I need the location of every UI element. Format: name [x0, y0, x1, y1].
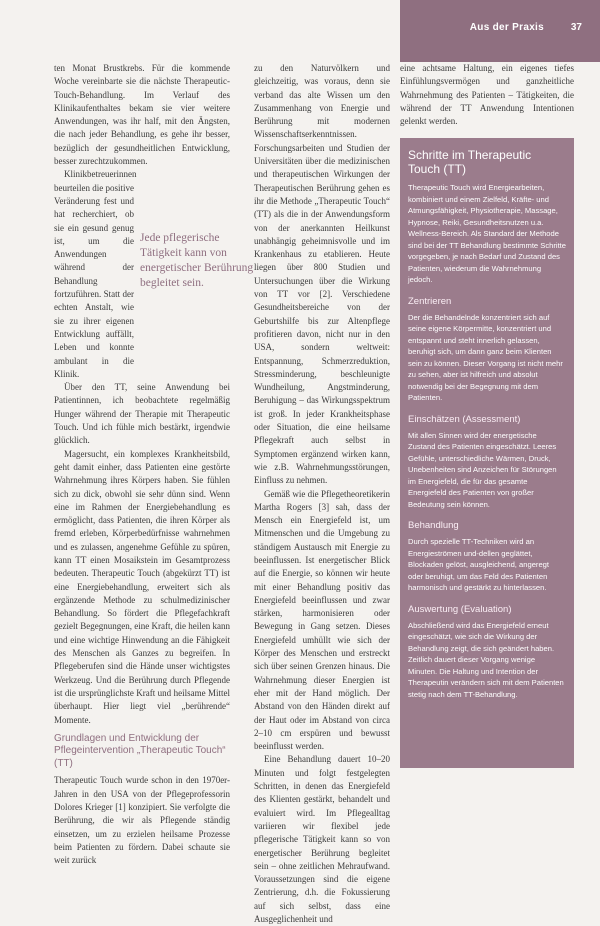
column-2	[254, 62, 390, 926]
column-3-text: eine achtsame Haltung, ein eigenes tiefes Einfühlungsvermögen und ganzheitliche Wahrnehmung des Patienten – Tätigkeiten, die während der TT Anwendung Intentionen gelenkt werden.	[400, 63, 574, 127]
info-box-intro: Therapeutic Touch wird Energiearbeiten, kombiniert und einem Zielfeld, Kräfte- und Atmungsfähigkeit, Physiotherapie, Massage, Hypnose, Reiki, Gesundheitsnutzen u.a. Wellness-Bereich. Als Standard der Methode sind bei der TT Behandlung bestimmte Schritte vorgegeben, je nach Bedarf und Zustand des Patienten, wiederum die Wahrnehmung jedoch.	[408, 183, 567, 284]
step-text-centering: Der die Behandelnde konzentriert sich auf seine eigene Körpermitte, konzentriert und entspannt und steht innerlich gelassen, beruhigt sich, um dann ganz beim Klienten sein zu können. Dieser Vorgang ist nicht mehr zu sehen, aber ist hilfreich und absolut notwendig bei der Begegnung mit dem Patienten.	[408, 312, 563, 402]
info-box-title: Schritte im Therapeutic Touch (TT)	[408, 148, 532, 176]
step-text-assessment: Mit allen Sinnen wird der energetische Zustand des Patienten eingeschätzt. Leeres Gefühle, unterschiedliche Wärmen, Druck, Unebenheiten sind Anzeichen für Störungen im Energiefeld, die für das gesamte Energiefeld des Patienten von großer Bedeutung sein können.	[408, 430, 557, 509]
paragraph: Gemäß wie die Pflegetheoretikerin Martha Rogers [3] sah, dass der Mensch ein Energiefeld ist, um Mitmenschen und die Umgebung zu ständigem Austausch mit Energie zu beeinflussen. Ist energetischer Blick auf die Energie, so können wir heute mit einer Behandlung positiv das Energiefeld beeinflussen und zwar stärken, harmonisieren oder Bewegung in Gang setzen. Dieses Energiefeld umhüllt wie sich der Körper des Menschen und erstreckt sich über seinen Grenzen hinaus. Die Wahrnehmung dieser Energien ist eher mit der Hand möglich. Der Abstand von den Händen direkt auf der Haut oder im Abstand von circa 2–10 cm erspüren und bewusst beeinflusst werden.	[254, 488, 390, 752]
section-heading: Grundlagen und Entwicklung der Pflegeintervention „Therapeutic Touch“ (TT)	[54, 732, 226, 769]
step-text-treatment: Durch spezielle TT-Techniken wird an Energieströmen und-dellen geglättet, Blockaden gelöst, ausgleichend, angeregt oder beruhigt, um das Feld des Patienten harmonisch und gestärkt zu hinterlassen.	[408, 537, 550, 592]
paragraph: ten Monat Brustkrebs. Für die kommende Woche vereinbarte sie die nächste Therapeutic-Touch-Behandlung. Im Verlauf des Klinikaufenthaltes bekam sie vier weitere Anwendungen, was ihr half, mit den Ängsten, die nach jeder Behandlung, es gehe ihr besser, bezüglich der gesundheitlichen Entwicklung, besser zurechtzukommen.	[54, 63, 230, 167]
step-heading-centering: Zentrieren	[408, 295, 452, 307]
info-box	[400, 138, 574, 768]
column-1	[54, 62, 230, 867]
step-heading-evaluation: Auswertung (Evaluation)	[408, 603, 512, 615]
header-bar	[400, 0, 600, 62]
paragraph: Therapeutic Touch wurde schon in den 1970er-Jahren in den USA von der Pflegeprofessorin Dolores Krieger [1] konzipiert. Sie verfolgte die Berührung, die wir als Pflegende ständig einsetzen, um zu erzielen heilsame Prozesse beim Patienten zu fördern. Dabei schaute sie weit zurück	[54, 775, 230, 866]
paragraph: Über den TT, seine Anwendung bei Patientinnen, ich beobachtete regelmäßig Hunger während der Therapie mit Therapeutic Touch. Und ich fühle mich bestärkt, irgendwie glücklich.	[54, 382, 230, 446]
paragraph: Klinikbetreuerinnen beurteilen die positive Veränderung fest und hat recherchiert, ob sie ein gesund genug ist, um die Anwendungen während der Behandlung fortzuführen. Statt der echten Anstalt, wie sie zu ihrer eigenen Entwicklung auffällt, Leben und konnte ambulant in die Klinik.	[54, 169, 137, 379]
step-text-evaluation: Abschließend wird das Energiefeld erneut eingeschätzt, wie sich die Wirkung der Behandlung zeigt, die sich geändert haben. Zeitlich dauert dieser Vorgang wenige Minuten. Die Haltung und Intention der Therapeutin verändern sich mit dem Patienten stetig nach dem TT-Behandlung.	[408, 620, 564, 699]
step-heading-treatment: Behandlung	[408, 520, 459, 531]
step-heading-assessment: Einschätzen (Assessment)	[408, 413, 521, 425]
paragraph: Eine Behandlung dauert 10–20 Minuten und folgt festgelegten Schritten, in denen das Energiefeld des Klienten gestärkt, behandelt und evaluiert wird. Im Pflegealltag variieren wir flexibel jede pflegerische Tätigkeit kann so von energetischer Berührung begleitet sein – ohne zeitlichen Mehraufwand. Voraussetzungen sind die eigene Zentrierung, d.h. die Fokussierung auf sich selbst, dass eine Ausgeglichenheit und	[254, 754, 390, 924]
paragraph: zu den Naturvölkern und gleichzeitig, was voraus, denn sie verband das alte Wissen um den Zusammenhang von Energie und Berührung mit modernen Wissenschaftserkenntnissen. Forschungsarbeiten und Studien der Universitäten über die medizinischen und therapeutischen Wirkungen der Therapeutischen Berührung gehen es ihr die Methode „Therapeutic Touch“ (TT) als die in der Anwendungsform von der anerkannten Heilkunst unabhängig geheimnisvolle und im Krankenhaus zu etablieren. Heute liegen über 800 Studien und Untersuchungen über die Wirkung von TT vor [2]. Verschiedene Gesundheitsbereiche von der Geburtshilfe bis zur Altenpflege profitieren davon, nicht nur in den USA, sondern weltweit: Entspannung, Schmerzreduktion, Stressminderung, beschleunigte Wundheilung, Angstminderung, Beruhigung – das Wirkungsspektrum ist groß. In jeder Krankheitsphase oder Situation, die eine heilsame Pflegekraft auch selbst in Symptomen ergänzend wirken kann, wie z.B. Wahrnehmungsstörungen, Einfluss zu nehmen.	[254, 63, 390, 486]
page-number: 37	[570, 22, 582, 33]
section-label: Aus der Praxis	[469, 22, 544, 33]
paragraph: Magersucht, ein komplexes Krankheitsbild, geht damit einher, dass Patienten eine gestörte Wahrnehmung ihres Körpers haben. Sie fühlen sich zu dick, obwohl sie sehr dünn sind. Wenn eine im Rahmen der Energiebehandlung es ermöglicht, dass Patienten, die ihren Körper als fremd erleben, Körperbedürfnisse wahrnehmen und es zulassen, angenehme Gefühle zu spüren, kann TT einen Mosaikstein im Gesamtprozess bedeuten. Therapeutic Touch (abgekürzt TT) ist eine Energiebehandlung, erweitert sich als ergänzende Methode zu schulmedizinischer Behandlung. So fördert die Pflegefachkraft gezielt Begegnungen, eine Kraft, die heilen kann und eine wichtige Hinwendung an die Fähigkeit des Menschen als Ganzes zu begreifen. In Pflegeberufen sind die Hände unser wichtigstes Werkzeug. Und die Berührung durch Pflegende ist die ursprünglichste Kraft und heilsame Mittel überhaupt. Hier liegt viel „berührende“ Momente.	[54, 448, 230, 725]
pull-quote: Jede pflegerische Tätigkeit kann von energetischer Berührung begleitet sein.	[140, 232, 254, 289]
